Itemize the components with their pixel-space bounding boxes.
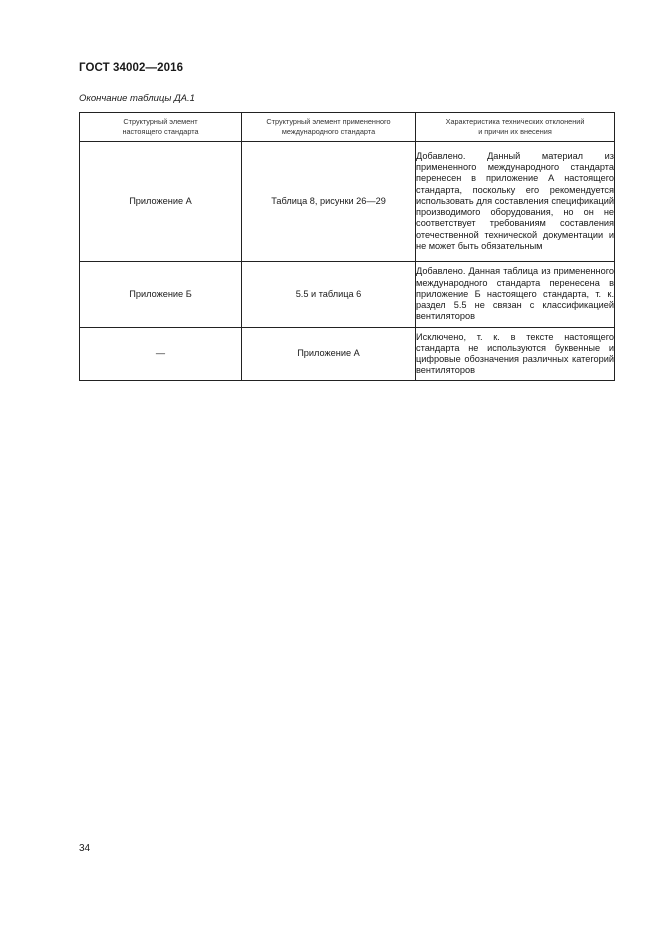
cell-international-element: 5.5 и таблица 6	[242, 262, 416, 328]
cell-deviation-description: Добавлено. Данная таблица из примененного международного стандарта перенесена в приложение Б настоящего стандарта, т. к. раздел 5.5 не связан с классификацией вентиляторов	[416, 262, 615, 328]
cell-national-element: —	[80, 328, 242, 381]
document-header: ГОСТ 34002—2016	[79, 62, 184, 74]
table-row	[80, 262, 615, 328]
column-header-international-element	[242, 113, 416, 142]
deviation-table	[79, 112, 615, 381]
header-label: Характеристика технических отклонений и причин их внесения	[445, 117, 585, 136]
header-label: Структурный элемент настоящего стандарта	[122, 117, 199, 136]
table-row	[80, 328, 615, 381]
cell-international-element: Приложение А	[242, 328, 416, 381]
table-row	[80, 142, 615, 262]
column-header-national-element	[80, 113, 242, 142]
cell-deviation-description: Добавлено. Данный материал из примененного международного стандарта перенесен в приложение А настоящего стандарта, поскольку его рекомендуется использовать для составления спецификаций производимого оборудования, но он не соответствует требованиям составления отечественной технической документации и не может быть обязательным	[416, 142, 615, 262]
cell-national-element: Приложение Б	[80, 262, 242, 328]
cell-deviation-description: Исключено, т. к. в тексте настоящего стандарта не используются буквенные и цифровые обозначения различных категорий вентиляторов	[416, 328, 615, 381]
column-header-deviation-description	[416, 113, 615, 142]
page-number: 34	[79, 843, 91, 854]
table-header-row	[80, 113, 615, 142]
cell-international-element: Таблица 8, рисунки 26—29	[242, 142, 416, 262]
table-caption: Окончание таблицы ДА.1	[79, 93, 195, 104]
cell-national-element: Приложение А	[80, 142, 242, 262]
header-label: Структурный элемент примененного международного стандарта	[266, 117, 391, 136]
